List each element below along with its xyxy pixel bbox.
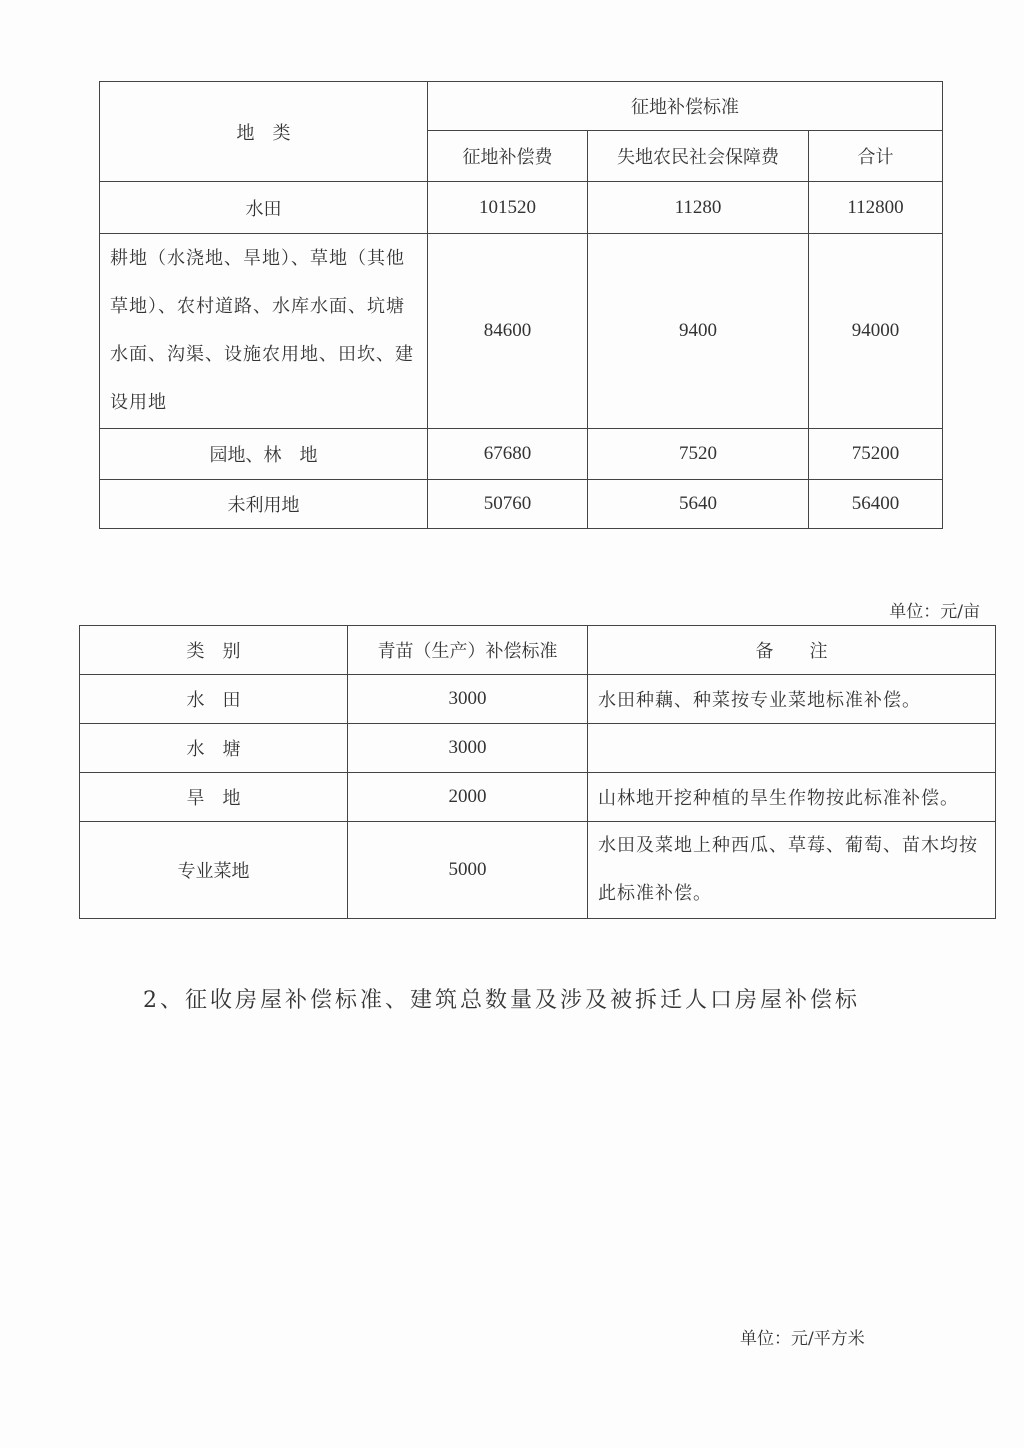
header-total: 合计 — [809, 131, 943, 182]
social-security-fee: 7520 — [588, 429, 809, 480]
table-row — [100, 429, 943, 480]
header-remarks: 备 注 — [588, 626, 996, 675]
category: 水 塘 — [80, 724, 348, 773]
remark: 水田及菜地上种西瓜、草莓、葡萄、苗木均按此标准补偿。 — [588, 822, 996, 919]
header-category: 类 别 — [80, 626, 348, 675]
table-row — [100, 182, 943, 234]
category: 水 田 — [80, 675, 348, 724]
table-row — [100, 234, 943, 429]
table-row — [80, 675, 996, 724]
land-fee: 84600 — [428, 234, 588, 429]
land-type: 水田 — [100, 182, 428, 234]
total: 94000 — [809, 234, 943, 429]
unit-label: 单位：元/亩 — [889, 602, 980, 622]
crop-standard: 2000 — [348, 773, 588, 822]
land-fee: 67680 — [428, 429, 588, 480]
land-type: 园地、林 地 — [100, 429, 428, 480]
total: 56400 — [809, 480, 943, 529]
total: 112800 — [809, 182, 943, 234]
social-security-fee: 11280 — [588, 182, 809, 234]
remark — [588, 724, 996, 773]
header-land-type: 地 类 — [100, 82, 428, 182]
unit-label: 单位：元/平方米 — [740, 1329, 865, 1349]
land-type: 未利用地 — [100, 480, 428, 529]
section-heading: 2、征收房屋补偿标准、建筑总数量及涉及被拆迁人口房屋补偿标 — [143, 988, 860, 1013]
remark: 山林地开挖种植的旱生作物按此标准补偿。 — [588, 773, 996, 822]
remark: 水田种藕、种菜按专业菜地标准补偿。 — [588, 675, 996, 724]
table-row — [80, 724, 996, 773]
total: 75200 — [809, 429, 943, 480]
table-row — [80, 773, 996, 822]
land-fee: 50760 — [428, 480, 588, 529]
land-compensation-table — [99, 81, 943, 529]
category: 专业菜地 — [80, 822, 348, 919]
social-security-fee: 5640 — [588, 480, 809, 529]
land-fee: 101520 — [428, 182, 588, 234]
header-social-security-fee: 失地农民社会保障费 — [588, 131, 809, 182]
crop-standard: 3000 — [348, 675, 588, 724]
table-row — [100, 480, 943, 529]
land-type: 耕地（水浇地、旱地）、草地（其他草地）、农村道路、水库水面、坑塘水面、沟渠、设施农用地、田坎、建设用地 — [100, 234, 428, 429]
crop-compensation-table — [79, 625, 996, 919]
table-row — [80, 822, 996, 919]
header-land-fee: 征地补偿费 — [428, 131, 588, 182]
header-compensation-standard: 征地补偿标准 — [428, 82, 943, 131]
category: 旱 地 — [80, 773, 348, 822]
social-security-fee: 9400 — [588, 234, 809, 429]
crop-standard: 5000 — [348, 822, 588, 919]
crop-standard: 3000 — [348, 724, 588, 773]
header-crop-standard: 青苗（生产）补偿标准 — [348, 626, 588, 675]
